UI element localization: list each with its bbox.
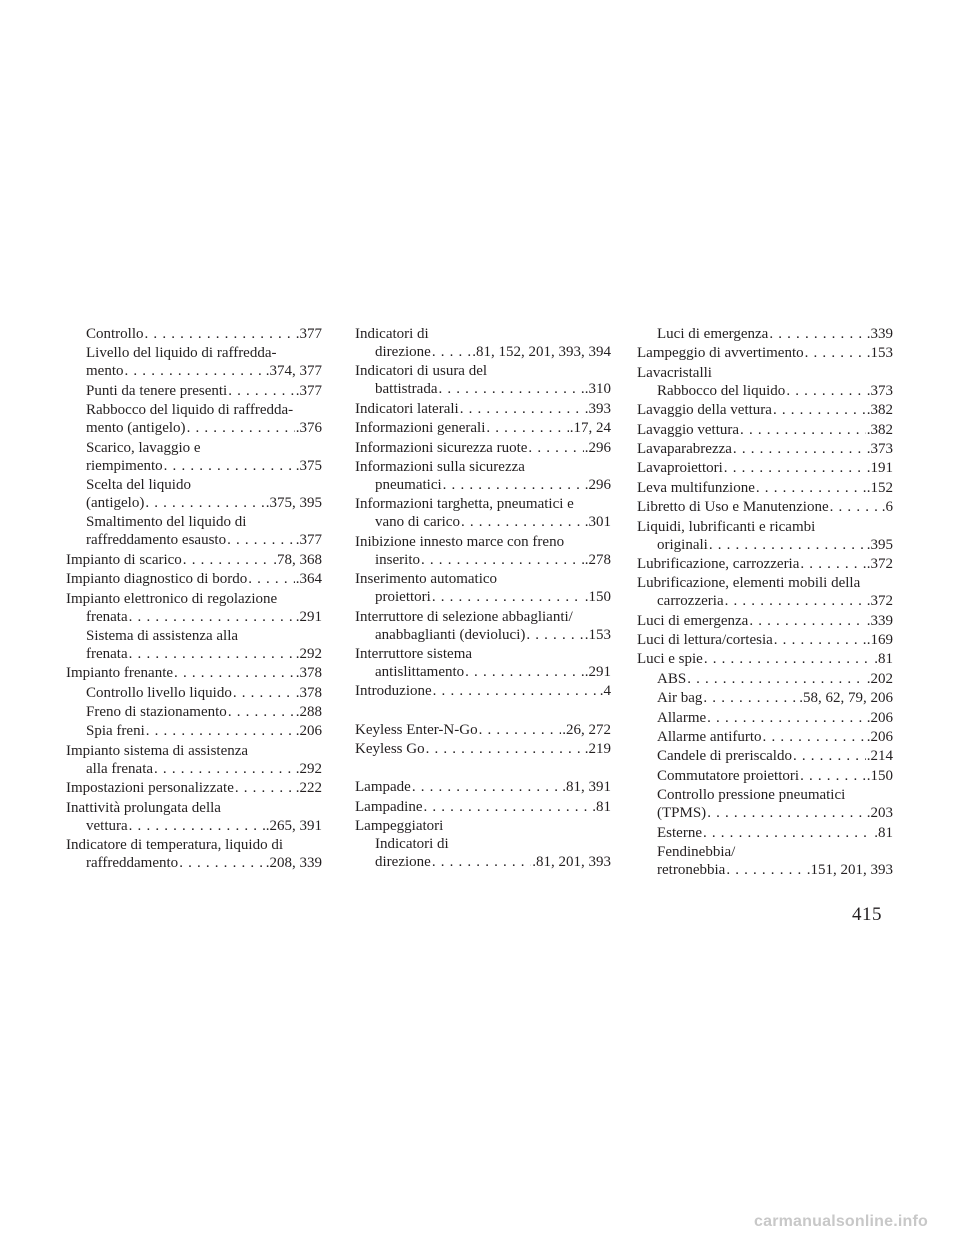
dot-leader — [793, 747, 866, 766]
index-entry — [355, 798, 611, 817]
dot-leader — [707, 804, 866, 823]
index-entry-text: Controllo — [86, 326, 144, 342]
index-entry-page-ref: .393 — [584, 400, 611, 417]
index-entry — [355, 362, 611, 380]
index-entry-text: Indicatori di — [355, 326, 429, 342]
index-entry — [355, 817, 611, 835]
index-entry-text: Informazioni targhetta, pneumatici e — [355, 496, 574, 513]
index-entry — [637, 440, 893, 459]
index-entry-page-ref: .219 — [584, 741, 611, 758]
dot-leader — [486, 419, 568, 438]
dot-leader — [724, 459, 866, 478]
index-entry-text: Informazioni generali — [355, 420, 486, 437]
index-entry — [66, 664, 322, 683]
watermark-text: carmanualsonline.info — [754, 1213, 929, 1230]
index-entry-text: Liquidi, lubrificanti e ricambi — [637, 518, 816, 535]
index-entry — [637, 574, 893, 592]
dot-leader — [726, 861, 805, 880]
index-entry-page-ref: .377 — [295, 326, 322, 342]
index-entry — [637, 421, 893, 440]
dot-leader — [528, 439, 583, 458]
dot-leader — [438, 380, 583, 399]
index-entry-page-ref: .81 — [874, 651, 893, 668]
index-entry-text: Informazioni sulla sicurezza — [355, 458, 525, 475]
index-entry-text: Controllo livello liquido — [86, 684, 232, 701]
index-entry — [66, 401, 322, 419]
index-entry-text: Impostazioni personalizzate — [66, 780, 234, 797]
dot-leader — [733, 440, 866, 459]
index-entry-page-ref: .206 — [295, 723, 322, 740]
index-entry-page-ref: .203 — [866, 805, 893, 822]
index-entry — [355, 458, 611, 476]
section-gap — [355, 702, 611, 721]
index-entry — [637, 786, 893, 804]
dot-leader — [235, 779, 295, 798]
index-entry-page-ref: .206 — [866, 729, 893, 746]
dot-leader — [703, 824, 873, 843]
index-entry-text: (TPMS) — [657, 805, 707, 822]
index-entry-page-ref: .339 — [866, 612, 893, 629]
dot-leader — [460, 400, 584, 419]
dot-leader — [709, 536, 866, 555]
page-number: 415 — [852, 904, 882, 925]
index-entry-page-ref: .222 — [295, 780, 322, 797]
dot-leader — [465, 663, 584, 682]
index-entry — [355, 740, 611, 759]
index-entry-text: direzione — [375, 854, 431, 871]
dot-leader — [763, 728, 866, 747]
index-entry-text: Commutatore proiettori — [657, 767, 800, 784]
index-entry-text: Luci di emergenza — [637, 612, 749, 629]
index-entry-text: Luci di lettura/cortesia — [637, 632, 773, 649]
index-entry-page-ref: .17, 24 — [569, 420, 611, 437]
index-entry-text: Leva multifunzione — [637, 479, 755, 496]
index-entry-text: mento (antigelo) — [86, 420, 186, 437]
index-entry — [66, 590, 322, 608]
index-entry-page-ref: .58, 62, 79, 206 — [799, 690, 893, 707]
index-column-2 — [355, 325, 611, 873]
index-entry-text: vettura — [86, 817, 128, 834]
index-entry-page-ref: .364 — [295, 571, 322, 588]
index-entry-text: Indicatori di — [375, 836, 449, 853]
index-entry-page-ref: .372 — [866, 593, 893, 610]
index-entry — [637, 459, 893, 478]
index-entry — [355, 400, 611, 419]
index-entry — [637, 536, 893, 555]
index-entry-page-ref: .339 — [866, 326, 893, 342]
index-entry — [637, 498, 893, 517]
index-entry — [66, 551, 322, 570]
dot-leader — [423, 798, 591, 817]
index-entry-page-ref: .395 — [866, 536, 893, 553]
index-entry — [66, 457, 322, 476]
index-entry-text: Indicatori laterali — [355, 400, 459, 417]
dot-leader — [725, 592, 866, 611]
dot-leader — [786, 382, 865, 401]
dot-leader — [461, 513, 584, 532]
index-entry-text: Fendinebbia/ — [657, 843, 736, 860]
index-entry-text: alla frenata — [86, 760, 154, 777]
index-entry — [66, 760, 322, 779]
index-entry — [355, 476, 611, 495]
section-gap — [355, 759, 611, 778]
index-entry-page-ref: .150 — [866, 767, 893, 784]
index-entry-page-ref: .81, 391 — [562, 779, 611, 796]
dot-leader — [704, 650, 873, 669]
index-entry-text: Air bag — [657, 690, 703, 707]
dot-leader — [164, 457, 295, 476]
index-entry-text: carrozzeria — [657, 593, 724, 610]
index-entry — [355, 439, 611, 458]
index-entry — [355, 626, 611, 645]
index-entry-page-ref: .373 — [866, 382, 893, 399]
index-entry-page-ref: .292 — [295, 760, 322, 777]
dot-leader — [526, 626, 583, 645]
dot-leader — [432, 343, 471, 362]
index-entry-page-ref: .26, 272 — [562, 721, 611, 738]
index-entry-text: Inserimento automatico — [355, 571, 498, 588]
index-entry-text: Impianto diagnostico di bordo — [66, 571, 248, 588]
dot-leader — [707, 709, 866, 728]
dot-leader — [805, 344, 866, 363]
index-column-3 — [637, 325, 893, 880]
index-entry-page-ref: .288 — [295, 704, 322, 721]
index-entry — [355, 380, 611, 399]
index-entry — [355, 570, 611, 588]
index-entry — [66, 325, 322, 344]
index-entry — [66, 494, 322, 513]
index-entry — [66, 684, 322, 703]
index-entry-page-ref: .373 — [866, 440, 893, 457]
index-entry-page-ref: .296 — [584, 476, 611, 493]
index-entry — [637, 728, 893, 747]
index-entry-page-ref: .375 — [295, 457, 322, 474]
index-entry-page-ref: .208, 339 — [265, 855, 322, 872]
index-entry — [355, 682, 611, 701]
index-entry — [66, 362, 322, 381]
index-entry — [66, 531, 322, 550]
dot-leader — [154, 760, 295, 779]
index-entry — [66, 608, 322, 627]
index-entry-page-ref: .382 — [866, 402, 893, 419]
index-entry — [637, 344, 893, 363]
dot-leader — [146, 722, 295, 741]
index-entry-text: Spia freni — [86, 723, 145, 740]
index-entry — [637, 747, 893, 766]
dot-leader — [412, 778, 561, 797]
index-entry-page-ref: .265, 391 — [265, 817, 322, 834]
index-entry-text: Allarme — [657, 709, 707, 726]
index-entry-text: Rabbocco del liquido — [657, 382, 786, 399]
index-entry — [66, 344, 322, 362]
dot-leader — [749, 612, 865, 631]
index-entry-text: Candele di preriscaldo — [657, 748, 792, 765]
index-entry-text: Impianto frenante — [66, 665, 174, 682]
index-entry-text: (antigelo) — [86, 494, 145, 511]
index-entry-text: Interruttore sistema — [355, 645, 473, 662]
index-entry-text: inserito — [375, 551, 420, 568]
dot-leader — [145, 494, 264, 513]
index-entry-text: ABS — [657, 670, 687, 687]
index-entry-page-ref: .4 — [599, 683, 611, 700]
index-entry — [637, 479, 893, 498]
index-entry-text: Inattività prolungata della — [66, 799, 221, 816]
dot-leader — [703, 689, 798, 708]
index-entry-page-ref: .296 — [584, 439, 611, 456]
index-entry-page-ref: .375, 395 — [265, 494, 322, 511]
index-entry-page-ref: .301 — [584, 514, 611, 531]
index-entry-page-ref: .152 — [866, 479, 893, 496]
index-entry-page-ref: .81, 152, 201, 393, 394 — [472, 344, 611, 360]
index-entry-text: Impianto sistema di assistenza — [66, 742, 249, 759]
index-entry-page-ref: .278 — [584, 551, 611, 568]
index-entry — [355, 778, 611, 797]
index-entry — [637, 670, 893, 689]
index-entry — [637, 804, 893, 823]
index-entry-text: Allarme antifurto — [657, 729, 762, 746]
index-entry-page-ref: .372 — [866, 555, 893, 572]
index-entry — [355, 721, 611, 740]
index-entry-text: frenata — [86, 645, 128, 662]
index-entry-page-ref: .151, 201, 393 — [806, 861, 893, 878]
index-entry-page-ref: .376 — [295, 420, 322, 437]
index-entry-page-ref: .377 — [295, 382, 322, 399]
index-entry-text: Lampeggio di avvertimento — [637, 345, 804, 362]
dot-leader — [421, 551, 584, 570]
dot-leader — [479, 721, 562, 740]
dot-leader — [129, 645, 295, 664]
index-entry — [637, 843, 893, 861]
dot-leader — [740, 421, 866, 440]
dot-leader — [187, 419, 295, 438]
index-entry-text: Lavaparabrezza — [637, 440, 732, 457]
index-entry-text: Informazioni sicurezza ruote — [355, 439, 528, 456]
dot-leader — [248, 570, 295, 589]
index-entry-text: raffreddamento esausto — [86, 532, 227, 549]
index-entry — [637, 382, 893, 401]
index-entry — [637, 689, 893, 708]
index-entry-text: Inibizione innesto marce con freno — [355, 533, 565, 550]
index-entry-page-ref: .374, 377 — [265, 363, 322, 380]
index-entry-text: Freno di stazionamento — [86, 704, 227, 721]
index-entry — [66, 836, 322, 854]
index-entry-text: Indicatore di temperatura, liquido di — [66, 837, 284, 854]
index-entry-text: Indicatori di usura del — [355, 363, 488, 380]
index-entry-text: Lavaggio vettura — [637, 421, 740, 438]
index-entry — [355, 343, 611, 362]
index-entry-page-ref: .206 — [866, 709, 893, 726]
index-entry-text: direzione — [375, 344, 431, 360]
index-entry-page-ref: .310 — [584, 381, 611, 398]
index-entry — [66, 439, 322, 457]
index-entry-text: Sistema di assistenza alla — [86, 627, 239, 644]
index-entry-page-ref: .202 — [866, 670, 893, 687]
index-entry-text: Rabbocco del liquido di raffredda- — [86, 402, 294, 419]
index-entry-text: Keyless Go — [355, 741, 425, 758]
index-entry-page-ref: .292 — [295, 645, 322, 662]
index-entry-page-ref: .191 — [866, 460, 893, 477]
index-entry — [66, 419, 322, 438]
index-entry — [637, 555, 893, 574]
index-entry-text: Livello del liquido di raffredda- — [86, 345, 277, 362]
index-entry — [637, 709, 893, 728]
index-entry-page-ref: .153 — [866, 345, 893, 362]
index-entry-text: Luci di emergenza — [657, 326, 769, 342]
index-entry-page-ref: .382 — [866, 421, 893, 438]
index-entry-text: anabbaglianti (devioluci) — [375, 626, 526, 643]
index-entry-page-ref: .214 — [866, 748, 893, 765]
index-entry-page-ref: .378 — [295, 665, 322, 682]
index-entry — [637, 612, 893, 631]
index-entry-text: Lavaggio della vettura — [637, 402, 772, 419]
dot-leader — [432, 853, 531, 872]
index-entry-text: mento — [86, 363, 124, 380]
index-entry-text: Lavacristalli — [637, 364, 712, 381]
dot-leader — [129, 817, 265, 836]
index-entry-page-ref: .378 — [295, 684, 322, 701]
index-entry-text: Lampeggiatori — [355, 818, 444, 835]
index-entry — [637, 861, 893, 880]
dot-leader — [769, 325, 865, 344]
index-entry-text: Esterne — [657, 824, 702, 841]
index-entry-text: battistrada — [375, 381, 438, 398]
index-entry-text: Introduzione — [355, 683, 432, 700]
index-entry — [355, 551, 611, 570]
index-entry-page-ref: .153 — [584, 626, 611, 643]
index-entry-page-ref: .291 — [584, 663, 611, 680]
index-entry — [355, 419, 611, 438]
index-entry — [355, 513, 611, 532]
index-entry-text: Punti da tenere presenti — [86, 382, 228, 399]
dot-leader — [233, 684, 295, 703]
index-entry — [355, 608, 611, 626]
index-entry-text: Impianto elettronico di regolazione — [66, 590, 278, 607]
index-entry — [637, 325, 893, 344]
index-entry-page-ref: .81 — [592, 798, 611, 815]
index-entry-text: proiettori — [375, 589, 431, 606]
index-entry-text: originali — [657, 536, 708, 553]
dot-leader — [183, 551, 272, 570]
index-entry-page-ref: .169 — [866, 632, 893, 649]
index-entry — [66, 627, 322, 645]
index-entry-text: Lampadine — [355, 798, 423, 815]
dot-leader — [800, 555, 865, 574]
dot-leader — [227, 531, 295, 550]
dot-leader — [800, 767, 866, 786]
index-entry-text: antislittamento — [375, 663, 465, 680]
index-entry — [66, 476, 322, 494]
index-entry-text: Smaltimento del liquido di — [86, 514, 247, 531]
index-entry — [66, 779, 322, 798]
index-entry-text: Scarico, lavaggio e — [86, 439, 201, 456]
index-entry — [637, 592, 893, 611]
index-entry-text: riempimento — [86, 457, 163, 474]
index-entry-page-ref: .81, 201, 393 — [532, 854, 611, 871]
index-entry-text: Impianto di scarico — [66, 551, 182, 568]
index-entry-text: Controllo pressione pneumatici — [657, 787, 846, 804]
dot-leader — [443, 476, 584, 495]
index-column-1 — [66, 325, 322, 873]
index-entry — [66, 570, 322, 589]
index-entry — [637, 518, 893, 536]
index-entry — [355, 853, 611, 872]
index-entry-text: vano di carico — [375, 514, 460, 531]
index-entry-page-ref: .78, 368 — [273, 551, 322, 568]
index-entry — [637, 364, 893, 382]
index-entry — [66, 799, 322, 817]
dot-leader — [433, 682, 599, 701]
dot-leader — [174, 664, 295, 683]
dot-leader — [228, 382, 295, 401]
index-entry-page-ref: .6 — [881, 499, 893, 516]
index-entry-text: Scelta del liquido — [86, 476, 191, 493]
dot-leader — [145, 325, 295, 344]
index-entry-text: Interruttore di selezione abbaglianti/ — [355, 608, 573, 625]
index-entry-page-ref: .291 — [295, 608, 322, 625]
index-entry — [355, 645, 611, 663]
index-entry-text: retronebbia — [657, 861, 726, 878]
dot-leader — [830, 498, 881, 517]
index-entry-text: Lubrificazione, elementi mobili della — [637, 575, 861, 592]
index-entry — [637, 650, 893, 669]
index-entry — [637, 631, 893, 650]
dot-leader — [687, 670, 866, 689]
index-entry-text: Libretto di Uso e Manutenzione — [637, 499, 829, 516]
dot-leader — [179, 854, 265, 873]
dot-leader — [774, 631, 866, 650]
index-entry-text: Lavaproiettori — [637, 460, 723, 477]
index-entry — [637, 824, 893, 843]
index-entry-text: Lubrificazione, carrozzeria — [637, 555, 800, 572]
index-entry — [637, 767, 893, 786]
index-entry — [355, 835, 611, 853]
index-entry-page-ref: .150 — [584, 589, 611, 606]
index-entry — [66, 703, 322, 722]
index-entry — [66, 722, 322, 741]
dot-leader — [129, 608, 295, 627]
index-entry-text: pneumatici — [375, 476, 442, 493]
index-entry — [637, 401, 893, 420]
index-entry-text: Luci e spie — [637, 651, 703, 668]
dot-leader — [773, 401, 866, 420]
index-entry-text: frenata — [86, 608, 128, 625]
index-entry — [355, 588, 611, 607]
index-entry — [355, 533, 611, 551]
index-entry — [66, 513, 322, 531]
index-entry-text: Lampade — [355, 779, 411, 796]
index-entry — [355, 663, 611, 682]
dot-leader — [432, 588, 584, 607]
index-entry-text: Keyless Enter-N-Go — [355, 721, 478, 738]
dot-leader — [125, 362, 265, 381]
index-entry — [66, 645, 322, 664]
index-entry — [66, 817, 322, 836]
index-entry-page-ref: .377 — [295, 532, 322, 549]
index-entry — [66, 854, 322, 873]
index-entry — [355, 325, 611, 343]
dot-leader — [756, 479, 866, 498]
index-entry — [355, 495, 611, 513]
index-entry-text: raffreddamento — [86, 855, 179, 872]
dot-leader — [426, 740, 584, 759]
dot-leader — [228, 703, 295, 722]
index-entry-page-ref: .81 — [874, 824, 893, 841]
index-entry — [66, 382, 322, 401]
index-entry — [66, 742, 322, 760]
